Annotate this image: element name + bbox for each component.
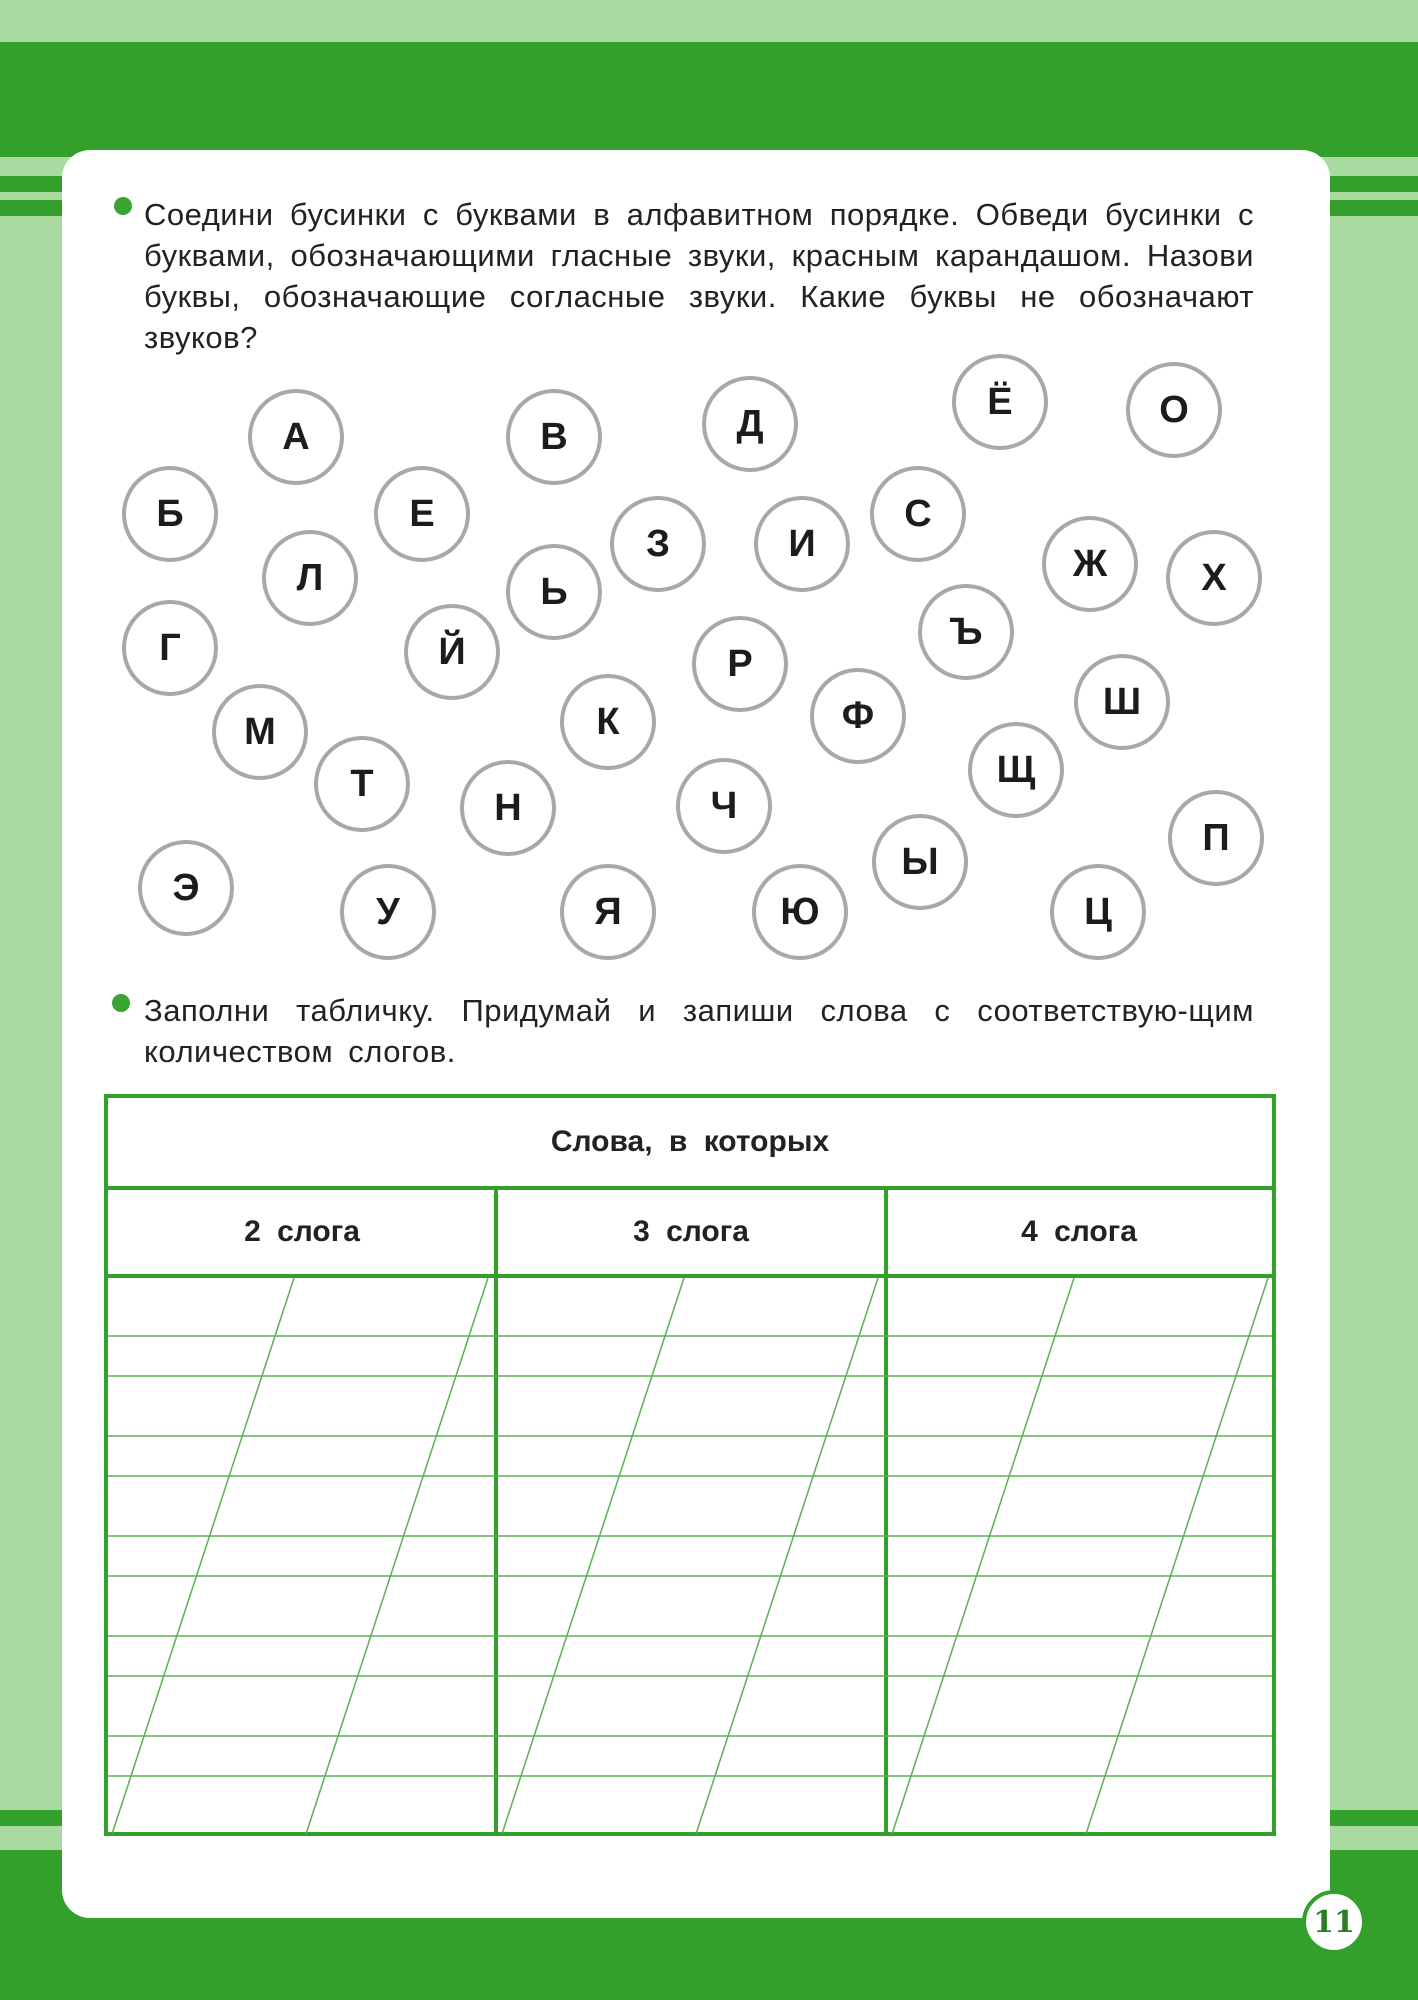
bead[interactable]: Э <box>138 840 234 936</box>
bead[interactable]: О <box>1126 362 1222 458</box>
task2-instruction: Заполни табличку. Придумай и запиши слова с соответствую-щим количеством слогов. <box>144 993 1254 1069</box>
bead[interactable]: А <box>248 389 344 485</box>
right-stripe-bottom <box>1330 1810 1418 1826</box>
bead[interactable]: Й <box>404 604 500 700</box>
bead[interactable]: Ч <box>676 758 772 854</box>
top-green-band <box>0 42 1418 157</box>
left-stripe-bottom <box>0 1810 62 1826</box>
bead[interactable]: Ш <box>1074 654 1170 750</box>
bead[interactable]: В <box>506 389 602 485</box>
writing-lines <box>108 1278 1272 1836</box>
bead[interactable]: Ю <box>752 864 848 960</box>
bead[interactable]: Ё <box>952 354 1048 450</box>
bead[interactable]: Ы <box>872 814 968 910</box>
bead[interactable]: Р <box>692 616 788 712</box>
bead[interactable]: Ж <box>1042 516 1138 612</box>
column-header-3-syllables: 3 слога <box>496 1190 886 1278</box>
bead[interactable]: Л <box>262 530 358 626</box>
bead[interactable]: Б <box>122 466 218 562</box>
bead[interactable]: Щ <box>968 722 1064 818</box>
syllable-table <box>104 1094 1276 1836</box>
bead[interactable]: Д <box>702 376 798 472</box>
bead[interactable]: Т <box>314 736 410 832</box>
bead[interactable]: И <box>754 496 850 592</box>
task1-instruction: Соедини бусинки с буквами в алфавитном порядке. Обведи бусинки с буквами, обозначающими гласные звуки, красным карандашом. Назови буквы, обозначающие согласные звуки. Какие буквы не обозначают звуков? <box>144 197 1254 355</box>
column-header-2-syllables: 2 слога <box>108 1190 496 1278</box>
bead[interactable]: Е <box>374 466 470 562</box>
page-number: 11 <box>1302 1890 1366 1954</box>
bead[interactable]: З <box>610 496 706 592</box>
bead[interactable]: М <box>212 684 308 780</box>
left-stripe-top-2 <box>0 200 62 216</box>
bead[interactable]: Н <box>460 760 556 856</box>
bead[interactable]: К <box>560 674 656 770</box>
bead[interactable]: С <box>870 466 966 562</box>
right-stripe-top <box>1330 176 1418 192</box>
task2-bullet-icon <box>112 994 130 1012</box>
table-header: Слова, в которых <box>108 1098 1272 1190</box>
bead[interactable]: У <box>340 864 436 960</box>
bead[interactable]: Ъ <box>918 584 1014 680</box>
left-stripe-top <box>0 176 62 192</box>
right-stripe-top-2 <box>1330 200 1418 216</box>
bead[interactable]: Я <box>560 864 656 960</box>
bead[interactable]: Ь <box>506 544 602 640</box>
bead[interactable]: Ф <box>810 668 906 764</box>
task1-bullet-icon <box>114 197 132 215</box>
column-header-4-syllables: 4 слога <box>886 1190 1272 1278</box>
bead[interactable]: П <box>1168 790 1264 886</box>
bead[interactable]: Х <box>1166 530 1262 626</box>
bead[interactable]: Г <box>122 600 218 696</box>
bead[interactable]: Ц <box>1050 864 1146 960</box>
